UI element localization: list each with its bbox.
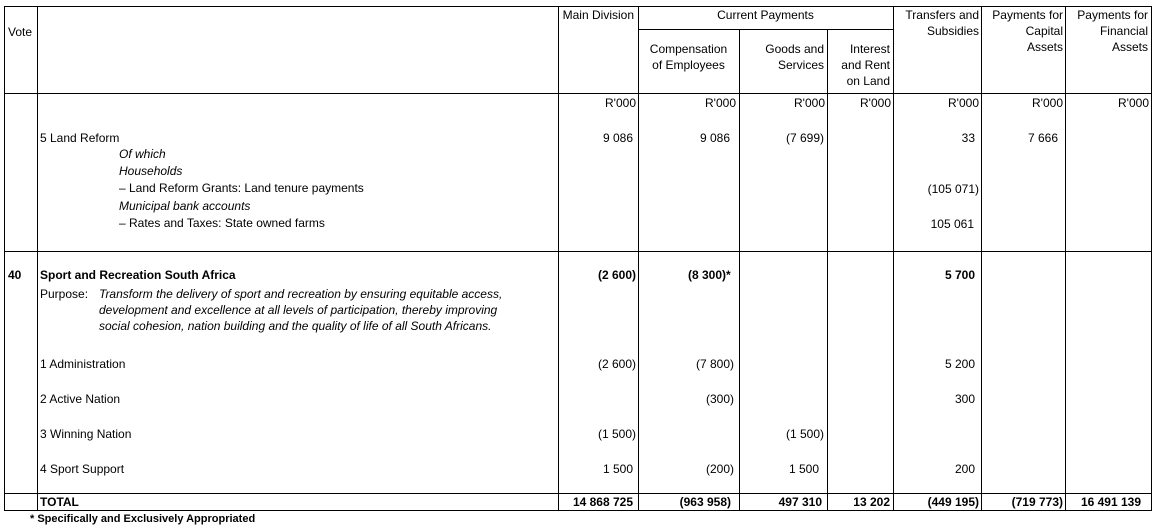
row-admin-label: 1 Administration xyxy=(40,357,126,371)
total-bottom-line xyxy=(4,510,1152,511)
vote40-main: (2 600) xyxy=(597,268,636,282)
row-land-reform-comp: 9 086 xyxy=(699,131,730,145)
total-transfers: (449 195) xyxy=(927,495,979,509)
header-goods: Goods and Services xyxy=(765,42,824,72)
purpose-label: Purpose: xyxy=(40,287,89,301)
row-sport-goods: 1 500 xyxy=(788,462,819,476)
col-line-vote xyxy=(37,6,38,510)
vote40-comp: (8 300)* xyxy=(688,268,731,282)
vote40-title: Sport and Recreation South Africa xyxy=(40,268,236,282)
total-interest: 13 202 xyxy=(853,495,890,509)
header-capital: Payments for Capital Assets xyxy=(992,8,1063,54)
units-capital: R'000 xyxy=(1032,96,1063,110)
purpose-line-1: Transform the delivery of sport and recreation by ensuring equitable access, xyxy=(99,287,503,301)
col-line-comp xyxy=(638,6,639,510)
header-current-payments: Current Payments xyxy=(717,8,814,22)
units-interest: R'000 xyxy=(860,96,891,110)
vote-number-40: 40 xyxy=(8,268,22,282)
row-active-label: 2 Active Nation xyxy=(40,392,121,406)
total-top-line xyxy=(4,493,1152,494)
row-land-reform-capital: 7 666 xyxy=(1027,131,1058,145)
total-label: TOTAL xyxy=(40,495,79,509)
total-comp: (963 958) xyxy=(679,495,731,509)
header-main-division: Main Division xyxy=(562,8,634,22)
purpose-line-2: development and excellence at all levels of participation, thereby improving xyxy=(99,303,498,317)
row-land-reform-label: 5 Land Reform xyxy=(40,131,120,145)
row-land-reform-goods: (7 699) xyxy=(785,131,824,145)
units-financial: R'000 xyxy=(1118,96,1149,110)
vote40-transfers: 5 700 xyxy=(944,268,975,282)
row-sport-main: 1 500 xyxy=(602,462,633,476)
header-transfers: Transfers and Subsidies xyxy=(905,8,979,38)
row-rates-transfers: 105 061 xyxy=(930,217,974,231)
units-main: R'000 xyxy=(605,96,636,110)
row-active-transfers: 300 xyxy=(954,392,975,406)
row-admin-main: (2 600) xyxy=(597,357,636,371)
total-capital: (719 773) xyxy=(1011,495,1063,509)
units-goods: R'000 xyxy=(794,96,825,110)
col-line-transfers xyxy=(893,6,894,510)
row-land-reform-grants-transfers: (105 071) xyxy=(927,182,979,196)
total-financial: 16 491 139 xyxy=(1080,495,1141,509)
units-transfers: R'000 xyxy=(948,96,979,110)
header-vote: Vote xyxy=(8,25,33,39)
row-land-reform-transfers: 33 xyxy=(961,131,975,145)
section-divider xyxy=(4,251,1152,252)
border-top xyxy=(4,6,1152,7)
col-line-capital xyxy=(981,6,982,510)
header-financial: Payments for Financial Assets xyxy=(1077,8,1148,54)
row-winning-goods: (1 500) xyxy=(785,427,824,441)
header-interest: Interest and Rent on Land xyxy=(841,42,890,88)
purpose-line-3: social cohesion, nation building and the quality of life of all South Africans. xyxy=(99,319,492,333)
header-divider-current xyxy=(638,29,893,30)
col-line-financial xyxy=(1065,6,1066,510)
row-sport-comp: (200) xyxy=(705,462,734,476)
row-active-comp: (300) xyxy=(705,392,734,406)
units-comp: R'000 xyxy=(705,96,736,110)
col-line-end xyxy=(1151,6,1152,510)
row-admin-transfers: 5 200 xyxy=(944,357,975,371)
households-label: Households xyxy=(119,164,183,178)
row-rates-label: – Rates and Taxes: State owned farms xyxy=(119,216,325,230)
header-bottom-line xyxy=(4,93,1152,94)
total-main: 14 868 725 xyxy=(572,495,633,509)
row-winning-label: 3 Winning Nation xyxy=(40,427,132,441)
municipal-label: Municipal bank accounts xyxy=(119,199,251,213)
col-line-0 xyxy=(4,6,5,510)
row-land-reform-main: 9 086 xyxy=(602,131,633,145)
row-winning-main: (1 500) xyxy=(597,427,636,441)
total-goods: 497 310 xyxy=(778,495,822,509)
header-compensation: Compensation of Employees xyxy=(649,42,728,72)
footnote: * Specifically and Exclusively Appropriated xyxy=(30,513,256,525)
row-admin-comp: (7 800) xyxy=(695,357,734,371)
row-sport-transfers: 200 xyxy=(954,462,975,476)
row-sport-label: 4 Sport Support xyxy=(40,462,125,476)
of-which-label: Of which xyxy=(119,147,166,161)
row-land-reform-grants-label: – Land Reform Grants: Land tenure payments xyxy=(119,181,364,195)
